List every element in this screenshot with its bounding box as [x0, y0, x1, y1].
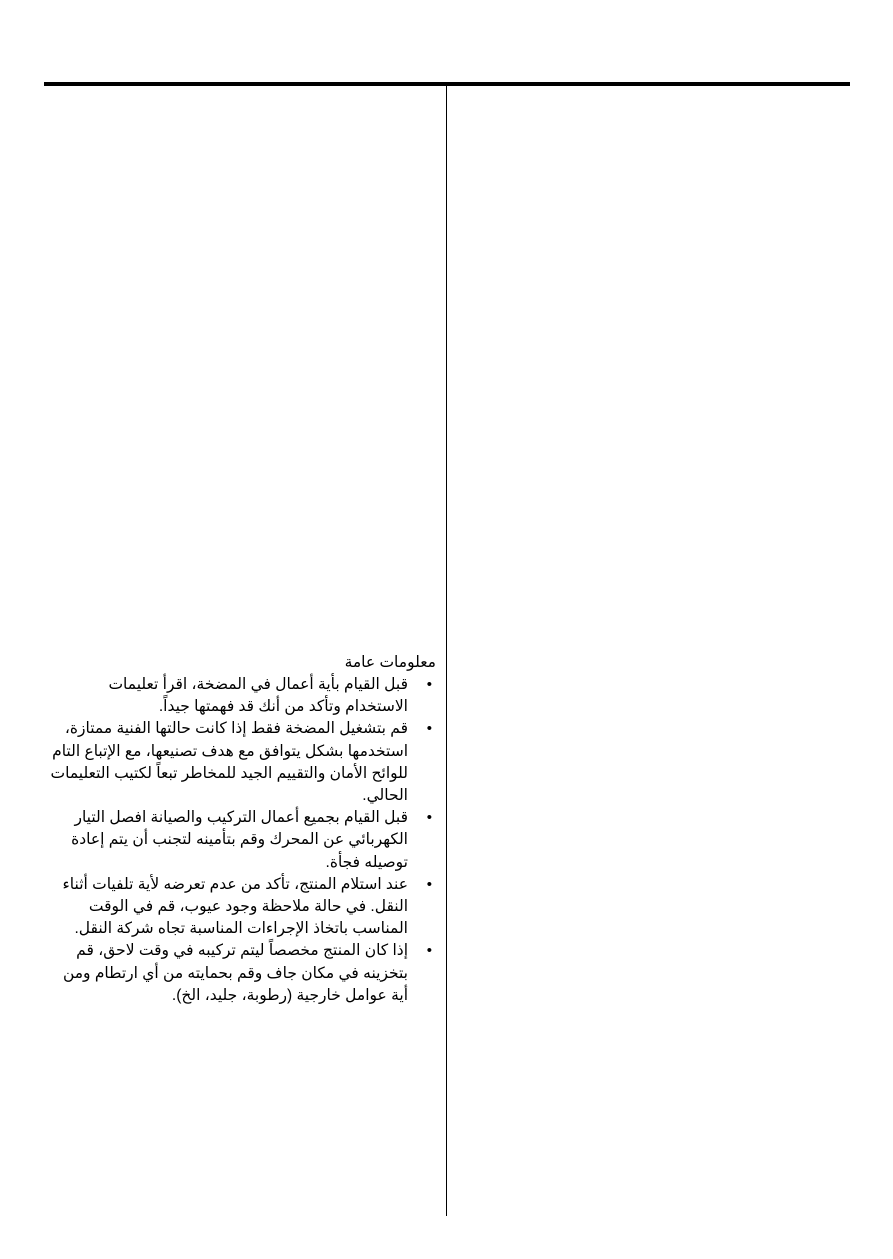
- section-title: معلومات عامة: [344, 654, 436, 671]
- list-item-text: قم بتشغيل المضخة فقط إذا كانت حالتها الفنية ممتازة، استخدمها بشكل يتوافق مع هدف تصنيعها، مع الإتباع التام للوائح الأمان والتقييم الجيد للمخاطر تبعاً لكتيب التعليمات الحالي.: [50, 720, 408, 805]
- list-item: [40, 807, 436, 874]
- list-item: [40, 674, 436, 718]
- bullet-icon: •: [426, 875, 432, 893]
- bullet-icon: •: [426, 942, 432, 960]
- list-item: [40, 718, 436, 807]
- list-item: [40, 940, 436, 1007]
- list-item-text: قبل القيام بجميع أعمال التركيب والصيانة افصل التيار الكهربائي عن المحرك وقم بتأمينه لتجنب أن يتم إعادة توصيله فجأة.: [71, 809, 408, 871]
- list-item: [40, 874, 436, 941]
- bullet-icon: •: [426, 720, 432, 738]
- list-item-text: قبل القيام بأية أعمال في المضخة، اقرأ تعليمات الاستخدام وتأكد من أنك قد فهمتها جيداً.: [108, 676, 408, 716]
- bullet-icon: •: [426, 676, 432, 693]
- bullet-icon: •: [426, 809, 432, 827]
- general-information-section: [40, 652, 436, 1007]
- list-item-text: إذا كان المنتج مخصصاً ليتم تركيبه في وقت لاحق، قم بتخزينه في مكان جاف وقم بحمايته من أي ارتطام ومن أية عوامل خارجية (رطوبة، جليد، الخ).: [62, 942, 408, 1004]
- list-item-text: عند استلام المنتج، تأكد من عدم تعرضه لأية تلفيات أثناء النقل. في حالة ملاحظة وجود عيوب، قم في الوقت المناسب باتخاذ الإجراءات المناسبة تجاه شركة النقل.: [62, 875, 408, 938]
- top-rule: [44, 82, 850, 86]
- bullet-list: [40, 674, 436, 1007]
- column-divider: [446, 86, 447, 1216]
